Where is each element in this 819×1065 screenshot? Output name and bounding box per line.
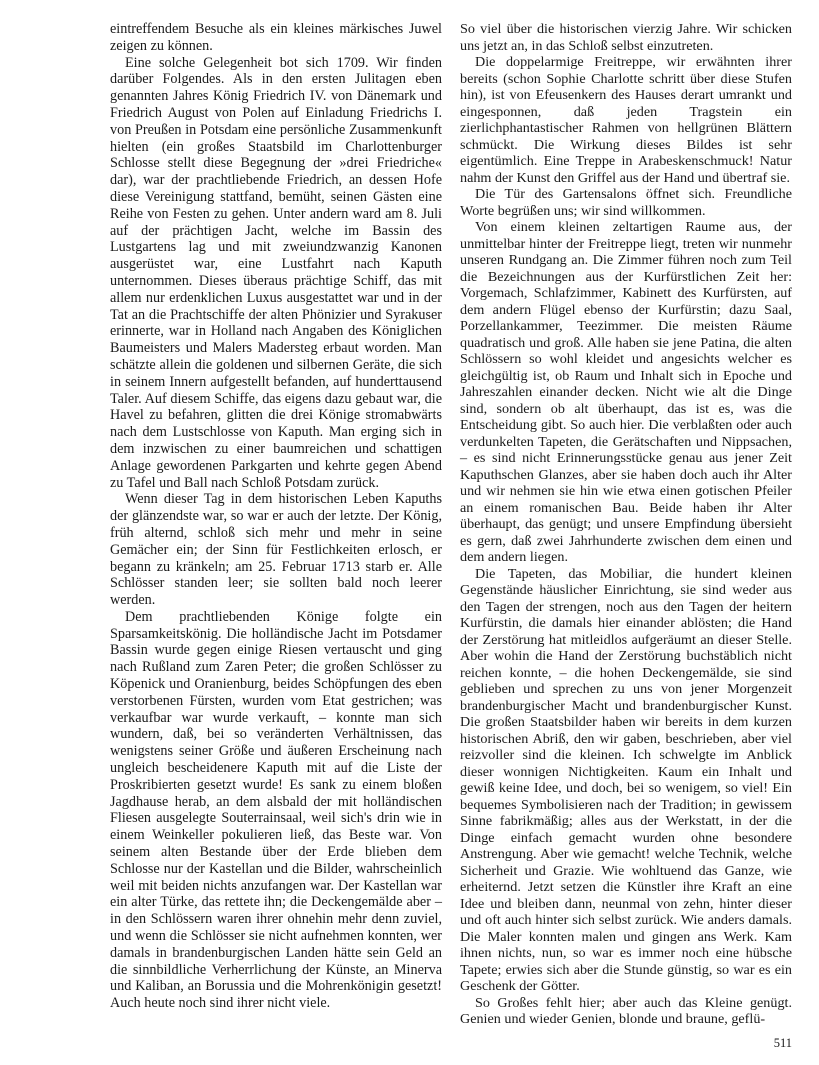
page-number: 511 [773,1036,792,1050]
paragraph: Dem prachtliebenden Könige folgte ein Sparsamkeitskönig. Die holländische Jacht im Potsdamer Bassin wurde gegen einige Riesen vertauscht und ging nach Rußland zum Zaren Peter; die großen Schlösser zu Köpenick und Oranienburg, beides Schöpfungen des eben verstorbenen Fürsten, wurden vom Etat gestrichen; was verkaufbar war wurde verkauft, – konnte man sich wundern, daß, bei so veränderten Verhältnissen, das wenigstens seiner Größe und äußeren Erscheinung nach ungleich bescheidenere Kaputh mit auf die Liste der Proskribierten gesetzt wurde! Es sank zu einem bloßen Jagdhause herab, an dem alsbald der mit holländischen Fliesen ausgelegte Souterrainsaal, weil sich's drin wie in einem Weinkeller pokulieren ließ, das Beste war. Von seinem alten Bestande über der Erde blieben dem Schlosse nur der Kastellan und die Bilder, wahrscheinlich weil mit beiden nichts anzufangen war. Der Kastellan war ein alter Türke, das rettete ihn; die Deckengemälde aber – in den Schlössern waren ihrer ohnehin mehr denn zuviel, und wenn die Schlösser sie nicht aufnehmen konnten, wer damals in brandenburgischen Landen hätte sein Geld an die sinnbildliche Verherrlichung der Künste, an Minerva und Kaliban, an Borussia und die Mohrenkönigin gesetzt! Auch heute noch sind ihrer nicht viele. [110,608,442,1012]
paragraph: Die Tapeten, das Mobiliar, die hundert kleinen Gegenstände häuslicher Einrichtung, sie sind weder aus den Tagen der strengen, noch aus den Tagen der heitern Kurfürstin, die damals hier einander ablösten; die Hand der Zerstörung hat mitleidlos aufgeräumt an dieser Stelle. Aber wohin die Hand der Zerstörung buchstäblich nicht reichen konnte, – die hohen Deckengemälde, sie sind geblieben und sprechen zu uns von jener Morgenzeit brandenburgischer Macht und brandenburgischer Kunst. Die großen Staatsbilder haben wir bereits in dem kurzen historischen Abriß, den wir gaben, beschrieben, aber viel reizvoller sind die kleinen. Ich schwelgte im Anblick dieser wonnigen Nichtigkeiten. Kaum ein Inhalt und gewiß keine Idee, und doch, bei so wenigem, so viel! Ein bequemes Symbolisieren nach der Tradition; in gewissem Sinne fabrikmäßig; alles aus der Werkstatt, in der die Dinge einfach gemacht wurden ohne besondere Anstrengung. Aber wie gemacht! welche Technik, welche Sicherheit und Grazie. Wie wohltuend das Ganze, wie erheiternd. Jetzt setzen die Künstler ihre Kraft an eine Idee und bleiben dann, neunmal von zehn, hinter dieser und oft auch hinter sich selbst zurück. Wie anders damals. Die Maler konnten malen und gingen ans Werk. Kam ihnen nichts, nun, so war es immer noch eine hübsche Tapete; erwies sich aber die Stunde günstig, so war es ein Geschenk der Götter. [460,565,792,994]
paragraph: So viel über die historischen vierzig Jahre. Wir schicken uns jetzt an, in das Schloß selbst einzutreten. [460,21,792,54]
text-column-left [110,21,442,1012]
paragraph: Die Tür des Gartensalons öffnet sich. Freundliche Worte begrüßen uns; wir sind willkommen. [460,186,792,219]
paragraph: Eine solche Gelegenheit bot sich 1709. Wir finden darüber Folgendes. Als in den ersten Julitagen eben genannten Jahres König Friedrich IV. von Dänemark und Friedrich August von Polen auf Einladung Friedrichs I. von Preußen in Potsdam eine persönliche Zusammenkunft hielten (ein großes Staatsbild im Charlottenburger Schlosse stellt diese Begegnung der »drei Friedriche« dar), war der prachtliebende Friedrich, an dessen Hofe diese Vereinigung stattfand, bemüht, seinen Gästen eine Reihe von Festen zu gehen. Unter andern ward am 8. Juli auf der prächtigen Jacht, welche im Bassin des Lustgartens lag und mit zweiundzwanzig Kanonen ausgerüstet war, eine Lustfahrt nach Kaputh unternommen. Dieses überaus prächtige Schiff, das mit allem nur erdenklichen Luxus ausgestattet war und in der Tat an die Prachtschiffe der alten Phönizier und Syrakuser erinnerte, war in Holland nach Angaben des Königlichen Baumeisters und Malers Madersteg erbaut worden. Man schätzte allein die goldenen und silbernen Geräte, die sich in seinem Innern aufgestellt befanden, auf hunderttausend Taler. Auf diesem Schiffe, das eigens dazu gebaut war, die Havel zu befahren, glitten die drei Könige stromabwärts nach dem Lustschlosse von Kaputh. Man erging sich in dem inzwischen zu einer baumreichen und schattigen Anlage gewordenen Parkgarten und kehrte gegen Abend zu Tafel und Ball nach Schloß Potsdam zurück. [110,54,442,491]
paragraph: Wenn dieser Tag in dem historischen Leben Kapuths der glänzendste war, so war er auch der letzte. Der König, früh alternd, schloß sich mehr und mehr in seine Gemächer ein; der Sinn für Festlichkeiten erlosch, er begann zu kränkeln; am 25. Februar 1713 starb er. Alle Schlösser standen leer; sie sollten bald noch leerer werden. [110,491,442,609]
text-column-right [460,21,792,1028]
paragraph: eintreffendem Besuche als ein kleines märkisches Juwel zeigen zu können. [110,21,442,54]
paragraph: So Großes fehlt hier; aber auch das Kleine genügt. Genien und wieder Genien, blonde und braune, geflü- [460,994,792,1027]
paragraph: Von einem kleinen zeltartigen Raume aus, der unmittelbar hinter der Freitreppe liegt, treten wir nunmehr unseren Rundgang an. Die Zimmer führen noch zum Teil die Bezeichnungen aus der Kurfürstlichen Zeit her: Vorgemach, Schlafzimmer, Kabinett des Kurfürsten, auf dem andern Flügel ebenso der Kurfürstin; dazu Saal, Porzellankammer, Teezimmer. Die meisten Räume quadratisch und groß. Alle haben sie jene Patina, die alten Schlössern so wohl kleidet und angesichts welcher es gleichgültig ist, ob Raum und Inhalt sich in Epoche und Jahreszahlen einander decken. Nicht wie alt die Dinge sind, sondern ob alt überhaupt, das ist es, was die Entscheidung gibt. So auch hier. Die verblaßten oder auch verdunkelten Tapeten, die Gerätschaften und Nippsachen, – es sind nicht Erinnerungsstücke genau aus jener Zeit Kaputhschen Glanzes, aber sie haben doch auch ihr Alter und wir nehmen sie hin wie etwa einen gotischen Pfeiler an einem romanischen Bau. Beide haben ihr Alter überhaupt, das genügt; und unsere Empfindung übersieht es gern, daß zwei Jahrhunderte zwischen dem einen und dem andern liegen. [460,219,792,565]
paragraph: Die doppelarmige Freitreppe, wir erwähnten ihrer bereits (schon Sophie Charlotte schritt über diese Stufen hin), ist von Efeusenkern des Hauses derart umrankt und eingesponnen, daß jeden Tragstein ein zierlichphantastischer Rahmen von hellgrünen Blättern schmückt. Die Wirkung dieses Bildes ist sehr eigentümlich. Eine Treppe in Arabeskenschmuck! Natur nahm der Kunst den Griffel aus der Hand und übertraf sie. [460,54,792,186]
